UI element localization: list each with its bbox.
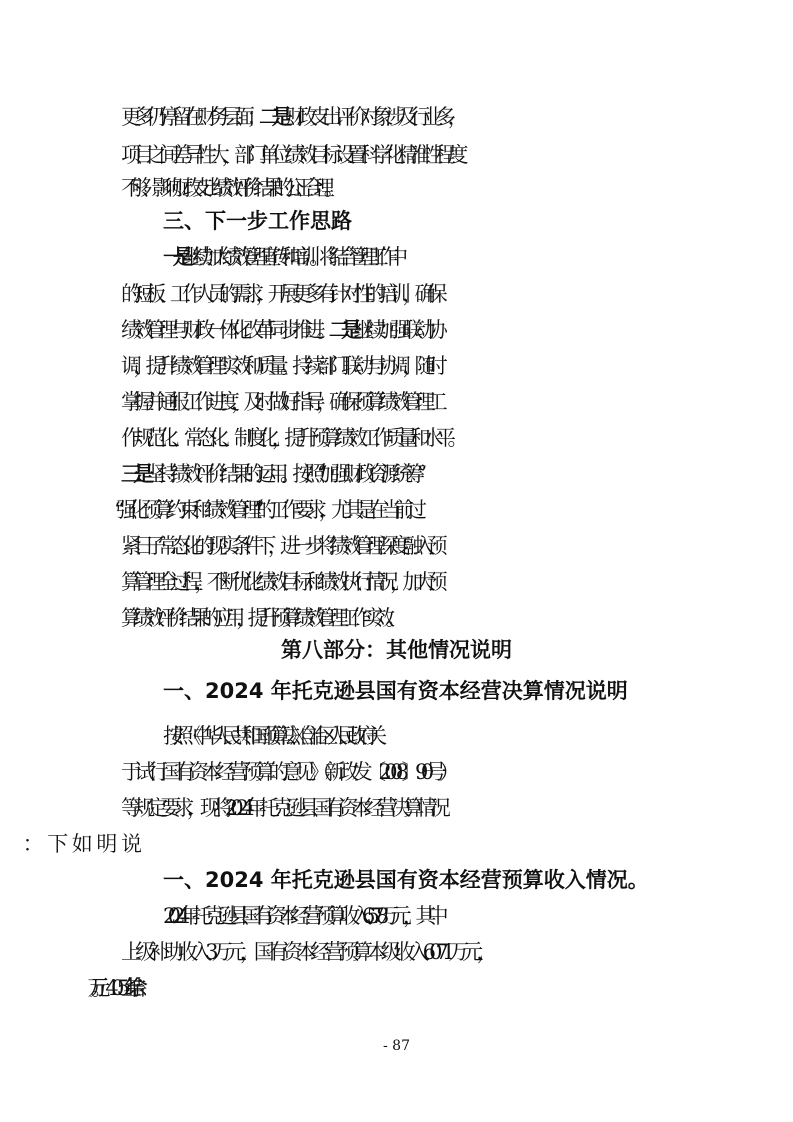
text-run: 的短板、工作人员的需求，开展更多有针对性的培训，确保 — [121, 282, 439, 306]
paragraph-line — [121, 141, 793, 169]
paragraph-line — [121, 103, 793, 131]
paragraph-line: 上级补助收入 3 万元，国有资本经营预算本级收入 6071 万元， — [121, 940, 491, 964]
text-run: 算管理全过程，不断优化绩效目标和绩效执行情况，加大预 — [121, 570, 439, 594]
text-run: 继续加强联动协 — [353, 318, 440, 342]
emphasis-run: 三是 — [121, 462, 146, 486]
text-run: 调，提升绩效管理实效和质量。持续部门联动与协调，随时 — [121, 354, 439, 378]
paragraph-line — [114, 496, 793, 524]
text-run: 不够、影响财政支出绩效评价结果的公正合理。 — [121, 176, 334, 200]
paragraph-line — [121, 424, 793, 452]
emphasis-run: 一是 — [163, 245, 183, 269]
text-run: 坚持绩效评价结果的运用。按照“加强财政资源统筹” — [145, 462, 419, 486]
text-run: 掌握并通报工作进度，及时做好指导，确保预算绩效管理工 — [121, 390, 439, 414]
text-run: 绩效管理与财政一体化改革同步推进。 — [121, 318, 329, 342]
paragraph-line: 于试行国有资本经营预算的意见》（新政发〔2008〕90 号） — [121, 760, 453, 784]
paragraph-line — [121, 974, 793, 1002]
paragraph-line: 按照《中华人民共和国预算法》、《自治区人民政府关 — [163, 724, 376, 748]
text-run: “强化预算约束和绩效管理”的工作要求，尤其是在当前过 — [114, 498, 419, 522]
text-run: 财政支出评价对象涉及行业多， — [284, 105, 461, 129]
paragraph-line: 等规定要求，现将 2024 年托克逊县国有资本经营决算情况 — [121, 796, 443, 820]
paragraph-line: 2024 年托克逊县国有资本经营预算收入 6578 万元，其中 — [163, 904, 440, 928]
paragraph-line — [121, 174, 793, 202]
paragraph-line — [121, 388, 793, 416]
text-run: 算绩效评价结果的应用，提升预算绩效管理工作实效。 — [121, 606, 397, 630]
section-heading: 三、下一步工作思路 — [163, 209, 352, 233]
paragraph-line — [121, 604, 793, 632]
paragraph-line — [121, 316, 793, 344]
text-run: 紧日子常态化的现实条件下，进一步将绩效管理深度融入预 — [121, 534, 439, 558]
paragraph-line — [163, 243, 793, 271]
paragraph-line — [121, 568, 793, 596]
emphasis-run: 二是 — [259, 105, 285, 129]
page-number: - 87 — [383, 1038, 410, 1054]
paragraph-line — [121, 830, 793, 858]
text-run: 项目之间差异性大，部门单位绩效目标设置科学化精准性程度 — [121, 143, 461, 167]
part-title: 第八部分：其他情况说明 — [281, 638, 512, 662]
paragraph-line — [121, 460, 793, 488]
text-run: 作规范化、常态化、制度化，提升预算绩效工作质量和水平。 — [121, 426, 461, 450]
paragraph-line — [121, 352, 793, 380]
subsection-title: 一、2024 年托克逊县国有资本经营预算收入情况。 — [163, 868, 649, 892]
paragraph-line — [121, 280, 793, 308]
text-run: 继续加大绩效管理宣传和培训。将结合管理工作中 — [182, 245, 397, 269]
emphasis-run: 二是 — [328, 318, 354, 342]
text-run: 更多仍停留在财务层面； — [121, 105, 260, 129]
section-title: 一、2024 年托克逊县国有资本经营决算情况说明 — [163, 679, 628, 703]
paragraph-line — [121, 532, 793, 560]
